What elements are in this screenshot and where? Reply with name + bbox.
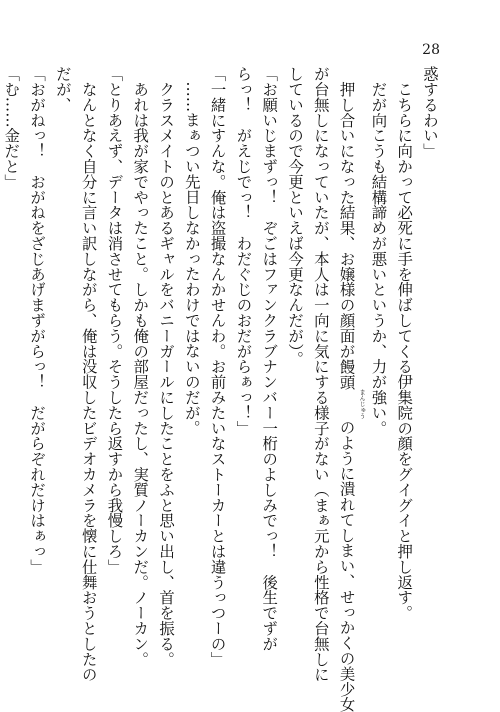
text-line-10: ……まぁつい先日しなかったわけではないのだが。 bbox=[182, 66, 201, 436]
text-line-15: だが、 bbox=[53, 66, 72, 113]
text-line-2: こちらに向かって必死に手を伸ばしてくる伊集院の顔をグイグイと押し返す。 bbox=[395, 66, 414, 621]
text-line-14: なんとなく自分に言い訳しながら、俺は没収したビデオカメラを懐に仕舞おうとしたの bbox=[79, 66, 98, 682]
ruby-base: 饅頭 bbox=[337, 358, 356, 390]
text-line-17: 「む……金だと」 bbox=[2, 66, 21, 190]
text-line-5: が台無しになっていたが、本人は一向に気にする様子がない（まぁ元から性格で台無しに bbox=[311, 66, 330, 682]
page-number: 28 bbox=[422, 42, 440, 58]
text-line-9: 「一緒にすんな。俺は盗撮なんかせんわ。お前みたいなストーカーとは違うっつーの」 bbox=[208, 66, 227, 667]
text-line-12: あれは我が家でやったこと。しかも俺の部屋だったし、実質ノーカンだ。ノーカン。 bbox=[131, 66, 150, 667]
text-line-1: 惑するわい」 bbox=[421, 66, 439, 159]
text-line-13: 「とりあえず、データは消させてもらう。そうしたら返すから我慢しろ」 bbox=[105, 66, 124, 575]
text-line-6: しているので今更といえば今更なんだが）。 bbox=[286, 66, 305, 367]
text-line-4-start: 押し合いになった結果、お嬢様の顔面が bbox=[337, 66, 356, 359]
ruby-reading: まんじゅう bbox=[358, 389, 366, 420]
body-text bbox=[0, 66, 442, 712]
text-line-11: クラスメイトのとあるギャルをバニーガールにしたことをふと思い出し、首を振る。 bbox=[157, 66, 176, 667]
text-line-3: だが向こうも結構諦めが悪いというか、力が強い。 bbox=[369, 66, 388, 436]
text-line-16: 「おがねっ！ おがねをざじあげまずがらっ！ だがらぞれだけはぁっ」 bbox=[28, 66, 47, 575]
ruby-manjuu bbox=[337, 358, 366, 420]
text-line-4 bbox=[333, 66, 366, 712]
text-line-7: 「お願いじまずっ！ ぞごはファンクラブナンバー一桁のよしみでっ！ 後生でずが bbox=[260, 66, 279, 652]
text-line-8: らっ！ がえじでっ！ わだぐじのおだがらぁっ！」 bbox=[234, 66, 253, 436]
text-line-4-end: のように潰れてしまい、せっかくの美少女 bbox=[337, 419, 356, 712]
